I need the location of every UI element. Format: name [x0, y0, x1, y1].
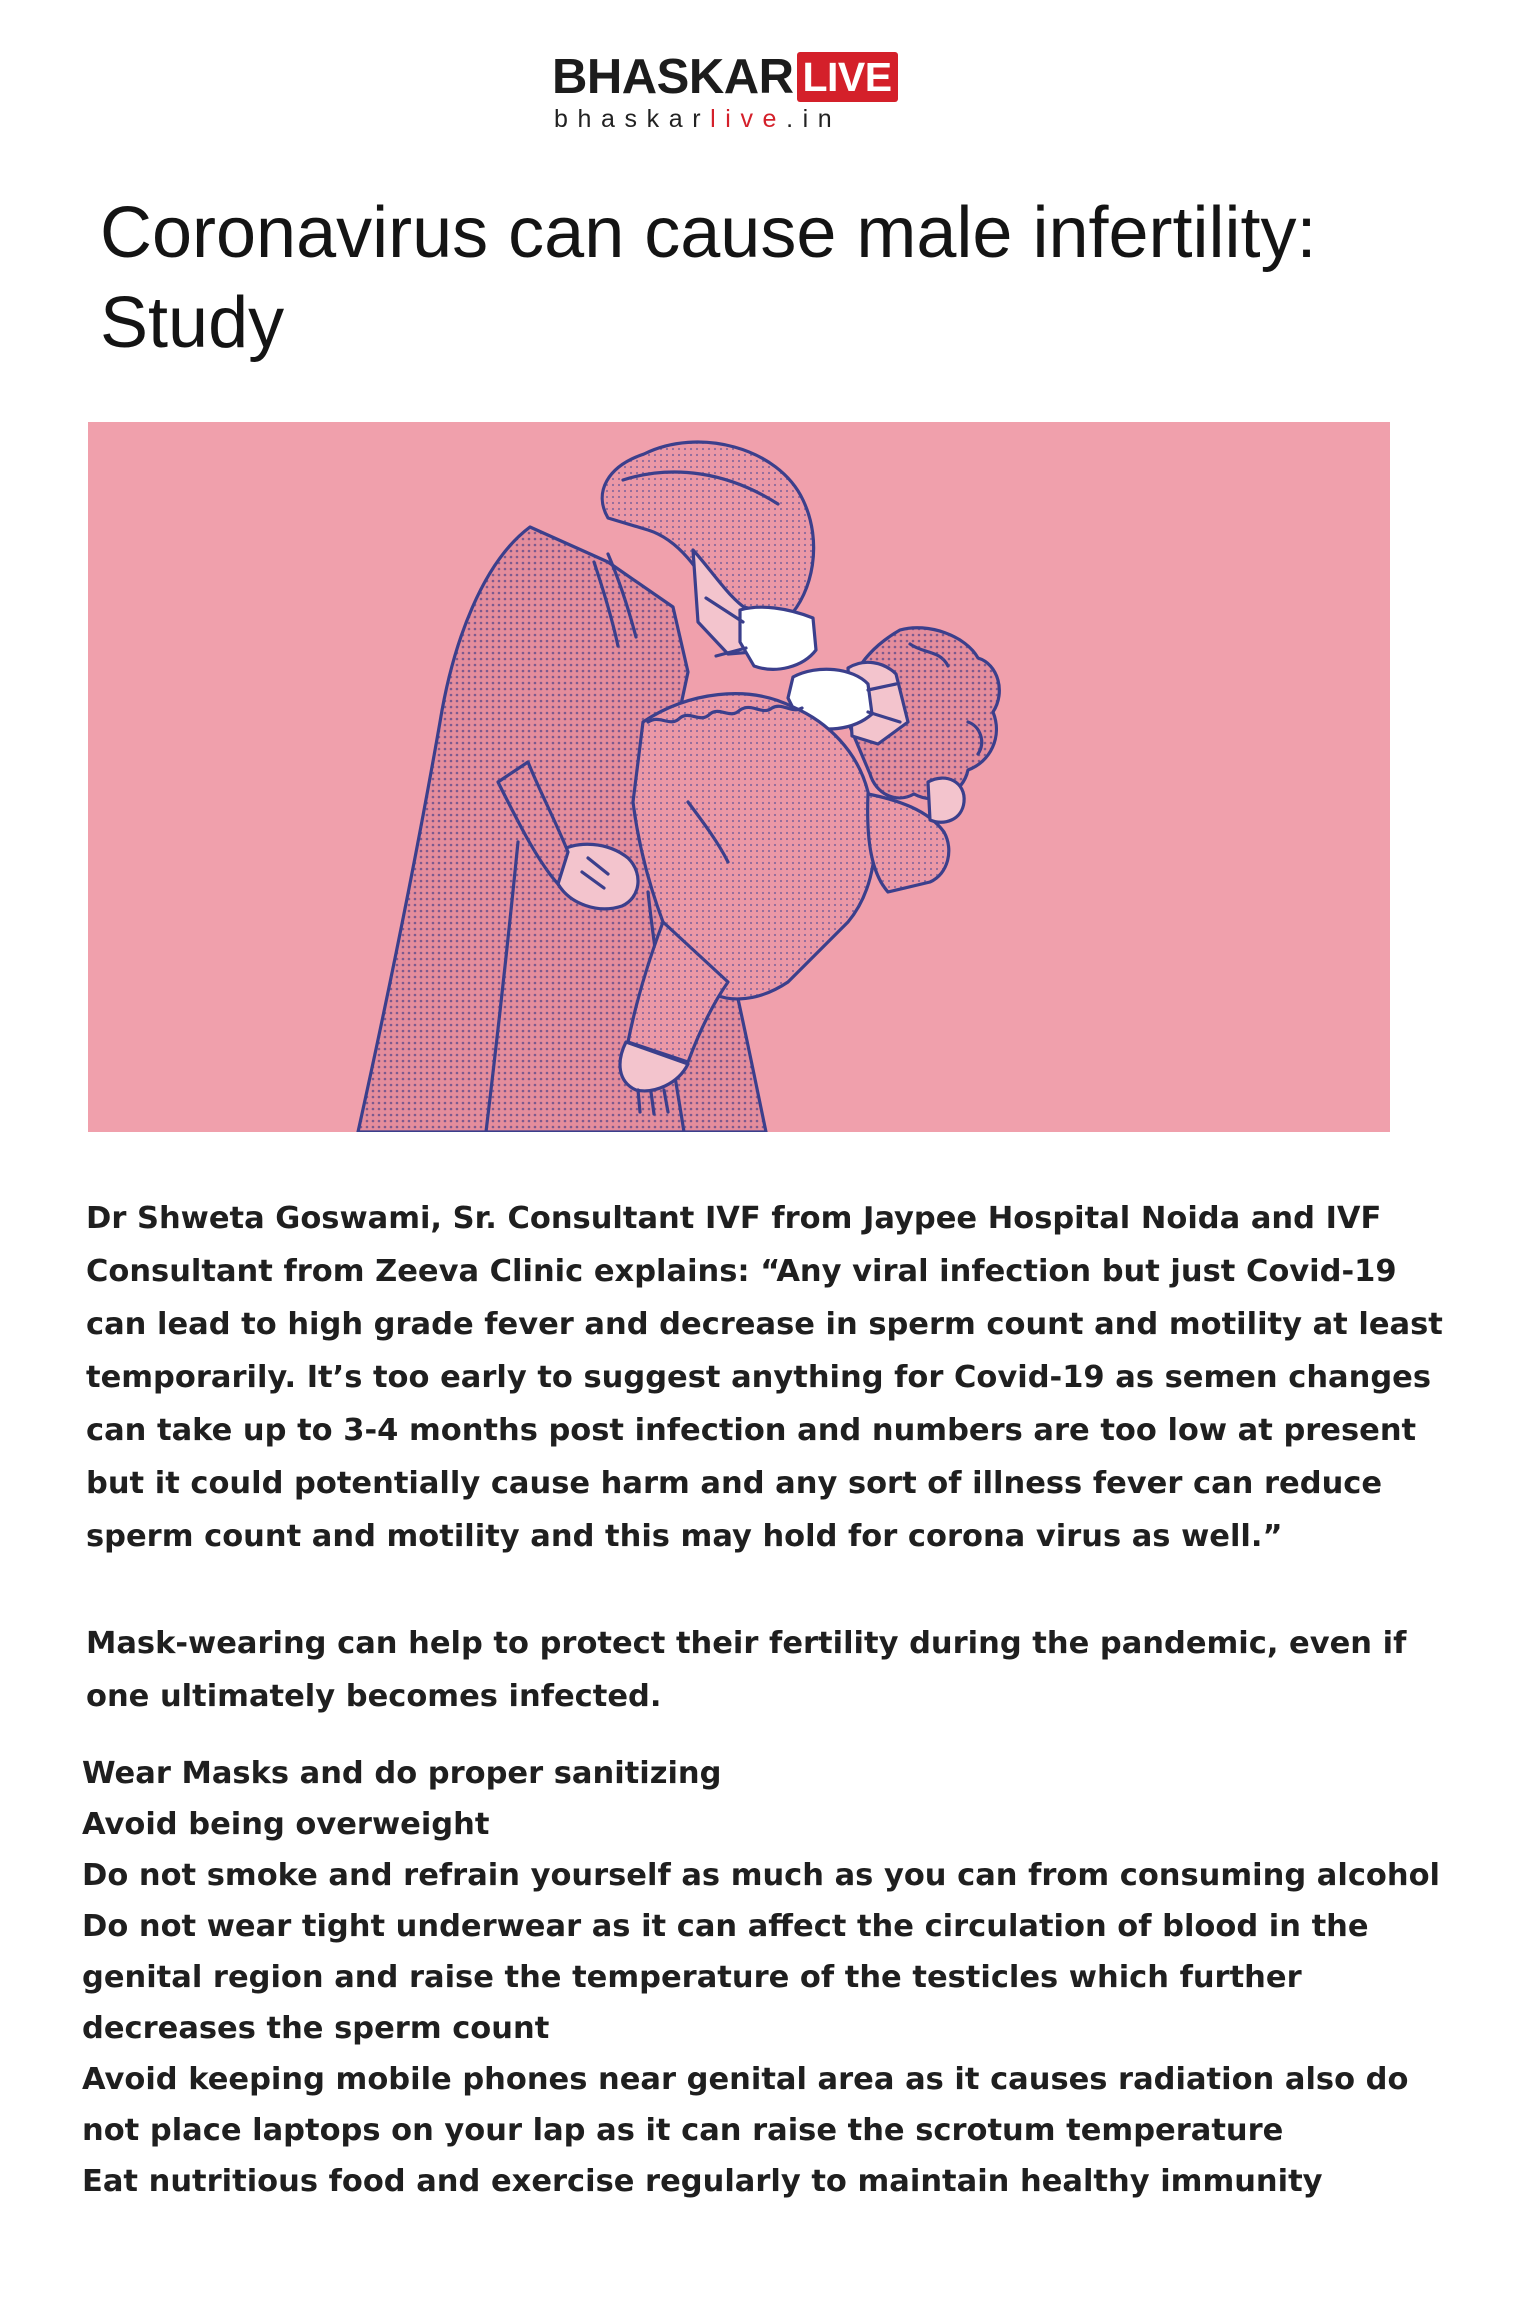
logo-domain: [554, 105, 992, 134]
tips-list: [82, 1748, 1472, 2207]
article-headline: Coronavirus can cause male infertility: Study: [100, 193, 1317, 363]
logo-wordmark: [552, 52, 992, 102]
list-item: Wear Masks and do proper sanitizing: [82, 1756, 722, 1791]
logo-brand-text: BHASKAR: [552, 50, 794, 104]
hero-image: [88, 422, 1390, 1132]
list-item: Do not wear tight underwear as it can affect the circulation of blood in the genital region and raise the temperature of the testicles which further decreases the sperm count: [82, 1909, 1369, 2046]
list-item: Eat nutritious food and exercise regularly to maintain healthy immunity: [82, 2164, 1323, 2199]
list-item: Avoid being overweight: [82, 1807, 490, 1842]
site-logo[interactable]: [552, 52, 992, 138]
logo-domain-accent: live: [710, 105, 787, 133]
masked-adult-carrying-child-illustration: [88, 422, 1390, 1132]
logo-domain-prefix: bhaskar: [554, 105, 711, 133]
logo-live-badge: LIVE: [797, 52, 898, 102]
logo-domain-suffix: .in: [786, 105, 842, 133]
list-item: Avoid keeping mobile phones near genital area as it causes radiation also do not place laptops on your lap as it can raise the scrotum temperature: [82, 2062, 1409, 2148]
list-item: Do not smoke and refrain yourself as much as you can from consuming alcohol: [82, 1858, 1440, 1893]
article-paragraph: Dr Shweta Goswami, Sr. Consultant IVF from Jaypee Hospital Noida and IVF Consultant from Zeeva Clinic explains: “Any viral infection but just Covid-19 can lead to high grade fever and decrease in sperm count and motility at least temporarily. It’s too early to suggest anything for Covid-19 as semen changes can take up to 3-4 months post infection and numbers are too low at present but it could potentially cause harm and any sort of illness fever can reduce sperm count and motility and this may hold for corona virus as well.”: [86, 1201, 1443, 1554]
article-paragraph: Mask-wearing can help to protect their fertility during the pandemic, even if one ultimately becomes infected.: [86, 1626, 1407, 1714]
